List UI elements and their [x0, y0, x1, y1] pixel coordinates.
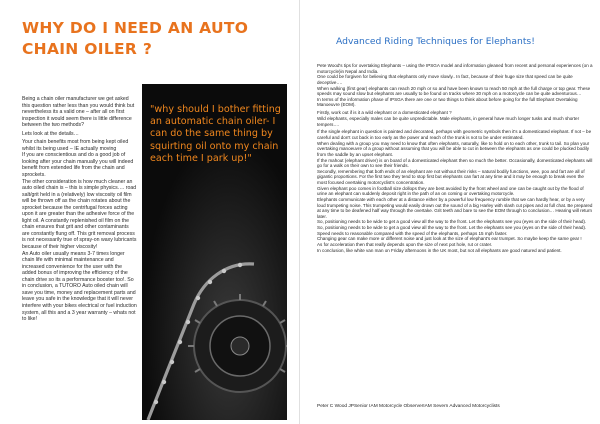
paragraph: Your chain benefits most from being kept oiled whilst its being used – IE actually moving If you are conscientious and do a good job of looking after your chain manually you will indeed benefit from extended life from the chain and sprockets. The other consideration is how much cleaner an auto oiled chain is – this is simple physics…. road salt/grit held in a (relatively) low viscosity oil film will be thrown off as the chain rotates about the sprocket because the centrifugal forces acting upon it are greater than the adhesive force of the light oil. A constantly replenished oil film on the chain ensures that grit and other contaminants are constantly flung off. This grit removal process is not necessarily true of spray-on waxy lubricants because of their higher viscosity! An Auto oiler usually means 3-7 times longer chain life with minimal maintenance and increased convenience for the user with the added bonus of improving the efficiency of the chain drive so its a performance booster too!. So in conclusion, a TUTORO Auto oiled chain will save you time, money and replacement parts and leave you safe in the knowledge that it will never interfere with your bikes electrical or fuel induction system, all this and a 3 year warranty – whats not to like! [22, 139, 137, 323]
pull-quote: "why should I bother fitting an automatic chain oiler- I can do the same thing by squirting oil onto my chain each time I park up!" [150, 104, 281, 164]
paragraph: Firstly, work out if is it a wild elephant or a domesticated elephant ? Wild elephants, especially males can be quite unpredictable. Male elephants, in general have much longer tusks and much shorter tempers…. [317, 110, 580, 127]
paragraph: Pete Wood's tips for overtaking Elephants – using the IPSGA model and information gleaned from recent and personal experiences (on a motorcycle)in Nepal and India. One could be forgiven for believing that elephants only move slowly.. In fact, because of their huge size that speed can be quite deceptive…. When walking (first gear) elephants can reach 20 mph or so and have been known to reach 50 mph at the full charge or top gear. These speeds may sound slow but elephants are usually to be found on tracks where 30 mph on a motorcycle can be quite adventurous… In terms of the information phase of IPSGA there are one or two things to think about before going for the full Elephant Overtaking Manoeuvre (EOM). [317, 63, 593, 108]
article-body-left [22, 96, 137, 325]
chain-photo [142, 84, 287, 420]
headline: WHY DO I NEED AN AUTO CHAIN OILER ? [22, 19, 249, 58]
byline: Peter C Wood JPSenior IAM Motorcycle ObserverIAM Severn Advanced Motorcyclists [317, 404, 500, 409]
paragraph: If the single elephant in question is painted and decorated, perhaps with geometric symbols then it's a domesticated elephant. If not – be careful and don't cut back in too early as the power and reach of the trunk is not to be under estimated. When dealing with a group you may need to know that often elephants, naturally, like to hold on to each other, trunk to tail. So plan your overtaking manoeuvre of a group without assuming that you will be able to cut in between the elephants as one could be plucked bodily from the saddle by an upset elephant. If the mahout (elephant driver) is on board of a domesticated elephant then so much the better. Occasionally, domesticated elephants will go for a walk on their own to see their friends. Secondly, remembering that both ends of an elephant are not without their risks – natural bodily functions, wee, poo and fart are all of gigantic proportions. For the first two they tend to stop first but elephants can fart at any time and it may be enough to break even the most focused overtaking motorcyclist's concentration. Given elephant poo comes in football size dollops they are best avoided by the front wheel and one can be caught out by the flood of urine an elephant can suddenly deposit right in the path of an on coming or overtaking motorcycle. Elephants communicate with each other at a distance either by a powerful low frequency rumble that we can hardly hear, or by a very loud trumpeting noise. This trumpeting would easily drown out the sound of a big Harley with slash cut pipes and at full chat. Be prepared at any time to be deafened half way through the overtake. Grit teeth and bare to see the EOM through to conclusion… Hearing will return later. So, positioning needs to be wide to get a good view all the way to the front. Let the elephants see you (eyes on the side of their head). So, positioning needs to be wide to get a good view all the way to the front. Let the elephants see you (eyes on the side of their head). Speed needs to reasonable compared with the speed of the elephants, perhaps 15 mph faster. Changing gear can make more or different noise and just look at the size of elephant's ear trumpet. So maybe keep the same gear ! As for acceleration then that really depends upon the size of next pot hole, rut or crater. In conclusion, like white van man on Friday afternoons in the UK most, but not all elephants are good natured and patient. [317, 129, 593, 253]
paragraph: Lets look at the details… [22, 130, 79, 137]
article-title: Advanced Riding Techniques for Elephants! [336, 36, 535, 47]
paragraph: Being a chain oiler manufacturer we get asked this question rather less than you would think but nevertheless its a valid one – after all on first inspection it would seem there is little difference between the two methods? [22, 96, 135, 129]
article-body-right [317, 63, 593, 256]
